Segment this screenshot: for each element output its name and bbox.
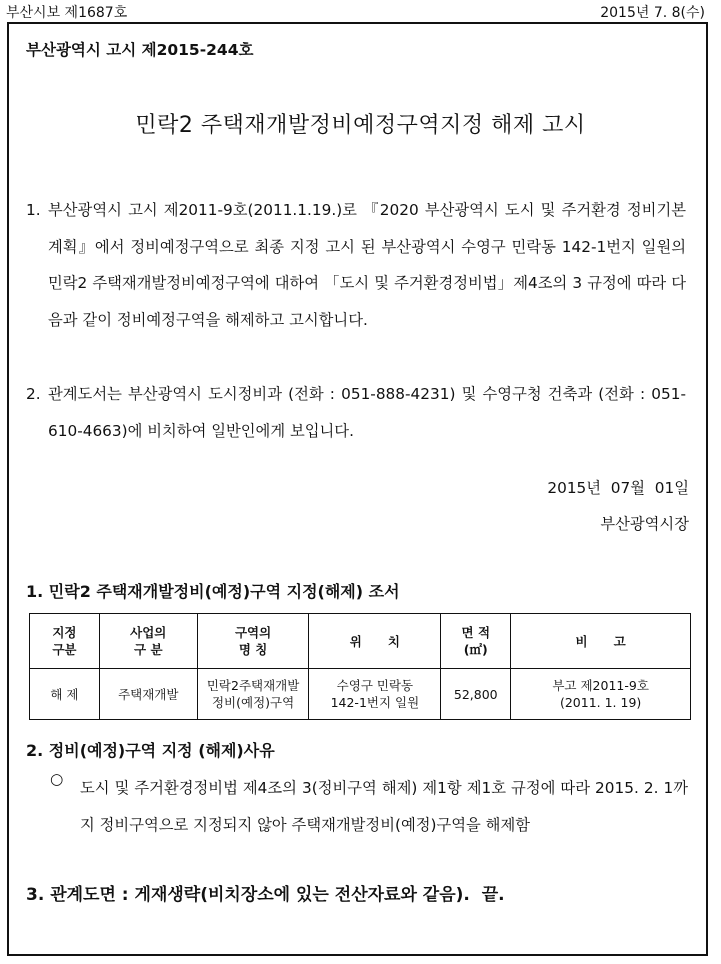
section-1-heading: 1. 민락2 주택재개발정비(예정)구역 지정(해제) 조서 xyxy=(26,582,400,601)
table-row xyxy=(30,669,691,720)
table-cell: 부고 제2011-9호 (2011. 1. 19) xyxy=(511,669,691,720)
paragraph-2 xyxy=(26,376,686,449)
paragraph-number: 1. xyxy=(26,201,41,219)
table-cell: 해 제 xyxy=(30,669,100,720)
table-header-cell: 구역의 명 칭 xyxy=(197,614,309,669)
issuer-name: 부산광역시장 xyxy=(600,515,689,533)
section-2-heading: 2. 정비(예정)구역 지정 (해제)사유 xyxy=(26,741,275,760)
reason-item xyxy=(50,770,688,843)
table-header-row xyxy=(30,614,691,669)
section-3-heading: 3. 관계도면 : 게재생략(비치장소에 있는 전산자료와 같음). 끝. xyxy=(26,885,505,905)
paragraph-1 xyxy=(26,192,686,338)
paragraph-text: 관계도서는 부산광역시 도시정비과 (전화 : 051-888-4231) 및 수영구청 건축과 (전화 : 051-610-4663)에 비치하여 일반인에게 보입니다. xyxy=(48,385,686,440)
table-cell: 수영구 민락동 142-1번지 일원 xyxy=(309,669,441,720)
circle-bullet-icon: ○ xyxy=(50,770,64,788)
reason-text: 도시 및 주거환경정비법 제4조의 3(정비구역 해제) 제1항 제1호 규정에 따라 2015. 2. 1까지 정비구역으로 지정되지 않아 주택재개발정비(예정)구역을 해제함 xyxy=(80,779,688,834)
table-cell: 주택재개발 xyxy=(99,669,197,720)
table-header-cell: 지정 구분 xyxy=(30,614,100,669)
paragraph-text: 부산광역시 고시 제2011-9호(2011.1.19.)로 『2020 부산광역시 도시 및 주거환경 정비기본계획』에서 정비예정구역으로 최종 지정 고시 된 부산광역시 수영구 민락동 142-1번지 일원의 민락2 주택재개발정비예정구역에 대하여 「도시 및 주거환경정비법」제4조의 3 규정에 따라 다음과 같이 정비예정구역을 해제하고 고시합니다. xyxy=(48,201,686,329)
table-cell: 52,800 xyxy=(441,669,511,720)
table-header-cell: 비 고 xyxy=(511,614,691,669)
paragraph-number: 2. xyxy=(26,385,41,403)
table-header-cell: 면 적 (㎡) xyxy=(441,614,511,669)
designation-table xyxy=(29,613,691,720)
notice-number: 부산광역시 고시 제2015-244호 xyxy=(26,41,254,59)
table-cell: 민락2주택재개발 정비(예정)구역 xyxy=(197,669,309,720)
table-header-cell: 사업의 구 분 xyxy=(99,614,197,669)
bulletin-date: 2015년 7. 8(수) xyxy=(600,5,705,21)
table-header-cell: 위 치 xyxy=(309,614,441,669)
notice-date: 2015년 07월 01일 xyxy=(547,479,689,497)
bulletin-issue: 부산시보 제1687호 xyxy=(6,5,128,21)
page-title: 민락2 주택재개발정비예정구역지정 해제 고시 xyxy=(135,113,586,138)
